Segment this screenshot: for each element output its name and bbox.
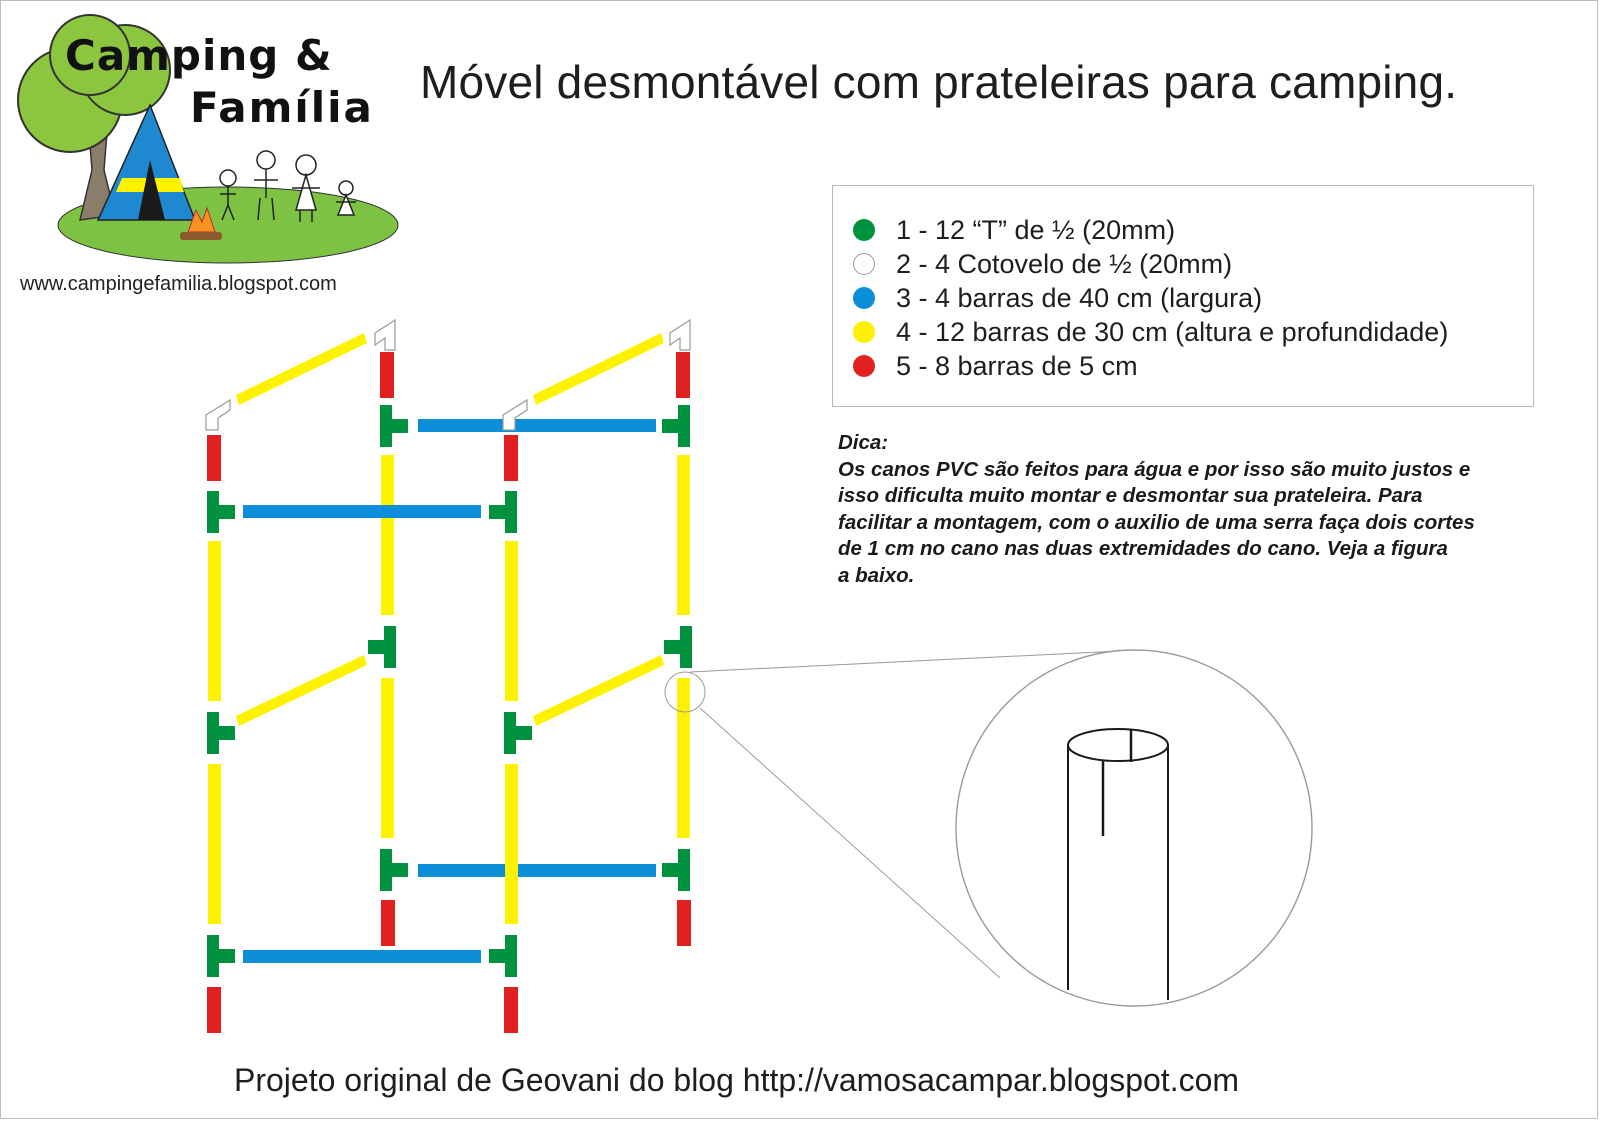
depth-bars	[236, 333, 664, 726]
bar-30cm	[208, 541, 221, 701]
bar-30cm	[381, 678, 394, 838]
legend-label: 4 - 12 barras de 30 cm (altura e profundidade)	[896, 316, 1449, 347]
elbow-fitting	[375, 320, 395, 350]
bar-5cm	[381, 900, 395, 946]
bar-5cm	[207, 987, 221, 1033]
logo-line1: Camping &	[65, 31, 333, 80]
tee-fitting	[207, 491, 235, 533]
legend-label: 2 - 4 Cotovelo de ½ (20mm)	[896, 248, 1233, 279]
bar-30cm	[677, 455, 690, 615]
footer-credit: Projeto original de Geovani do blog http://vamosacampar.blogspot.com	[234, 1062, 1240, 1098]
legend-label: 1 - 12 “T” de ½ (20mm)	[896, 214, 1176, 245]
bar-40cm	[243, 505, 481, 518]
tee-fitting	[368, 626, 396, 668]
bar-30cm	[533, 333, 664, 405]
legend-label: 3 - 4 barras de 40 cm (largura)	[896, 282, 1263, 313]
tip-line: facilitar a montagem, com o auxilio de uma serra faça dois cortes	[838, 510, 1475, 534]
page-title: Móvel desmontável com prateleiras para camping.	[420, 56, 1458, 108]
elbow-fitting	[670, 320, 690, 350]
bar-5cm	[207, 435, 221, 481]
tee-fitting	[662, 849, 690, 891]
legend-label: 5 - 8 barras de 5 cm	[896, 350, 1138, 381]
tee-fitting	[489, 935, 517, 977]
bar-30cm	[505, 541, 518, 701]
bar-40cm	[243, 950, 481, 963]
bar-30cm	[677, 678, 690, 838]
back-frame	[368, 320, 692, 946]
tee-fitting	[380, 849, 408, 891]
bar-5cm	[504, 987, 518, 1033]
tee-fitting	[489, 491, 517, 533]
blog-url: www.campingefamilia.blogspot.com	[20, 273, 337, 295]
bar-30cm	[533, 655, 664, 726]
tip-heading: Dica:	[838, 431, 889, 454]
bar-30cm	[236, 655, 367, 726]
zoom-magnified-circle	[956, 650, 1312, 1006]
bar-40cm	[418, 419, 656, 432]
tee-fitting	[380, 405, 408, 447]
bar-30cm	[381, 455, 394, 615]
logo-line2: Família	[190, 83, 374, 132]
tip-line: isso dificulta muito montar e desmontar sua prateleira. Para	[838, 484, 1423, 507]
bar-5cm	[380, 352, 394, 398]
tip-line: Os canos PVC são feitos para água e por isso são muito justos e	[838, 457, 1471, 481]
tee-fitting	[504, 712, 532, 754]
bar-30cm	[208, 764, 221, 924]
bar-30cm	[236, 333, 367, 405]
tee-fitting	[207, 935, 235, 977]
zoom-callout	[665, 650, 1312, 1006]
tip-line: de 1 cm no cano nas duas extremidades do cano. Veja a figura	[838, 537, 1448, 560]
zoom-connector	[700, 708, 1000, 978]
bar-30cm	[505, 764, 518, 924]
bar-5cm	[504, 435, 518, 481]
bar-5cm	[676, 352, 690, 398]
bar-40cm	[418, 864, 656, 877]
elbow-fitting	[206, 400, 230, 430]
tee-fitting	[662, 405, 690, 447]
bar-5cm	[677, 900, 691, 946]
tee-fitting	[207, 712, 235, 754]
tee-fitting	[664, 626, 692, 668]
tip-line: a baixo.	[838, 563, 915, 587]
